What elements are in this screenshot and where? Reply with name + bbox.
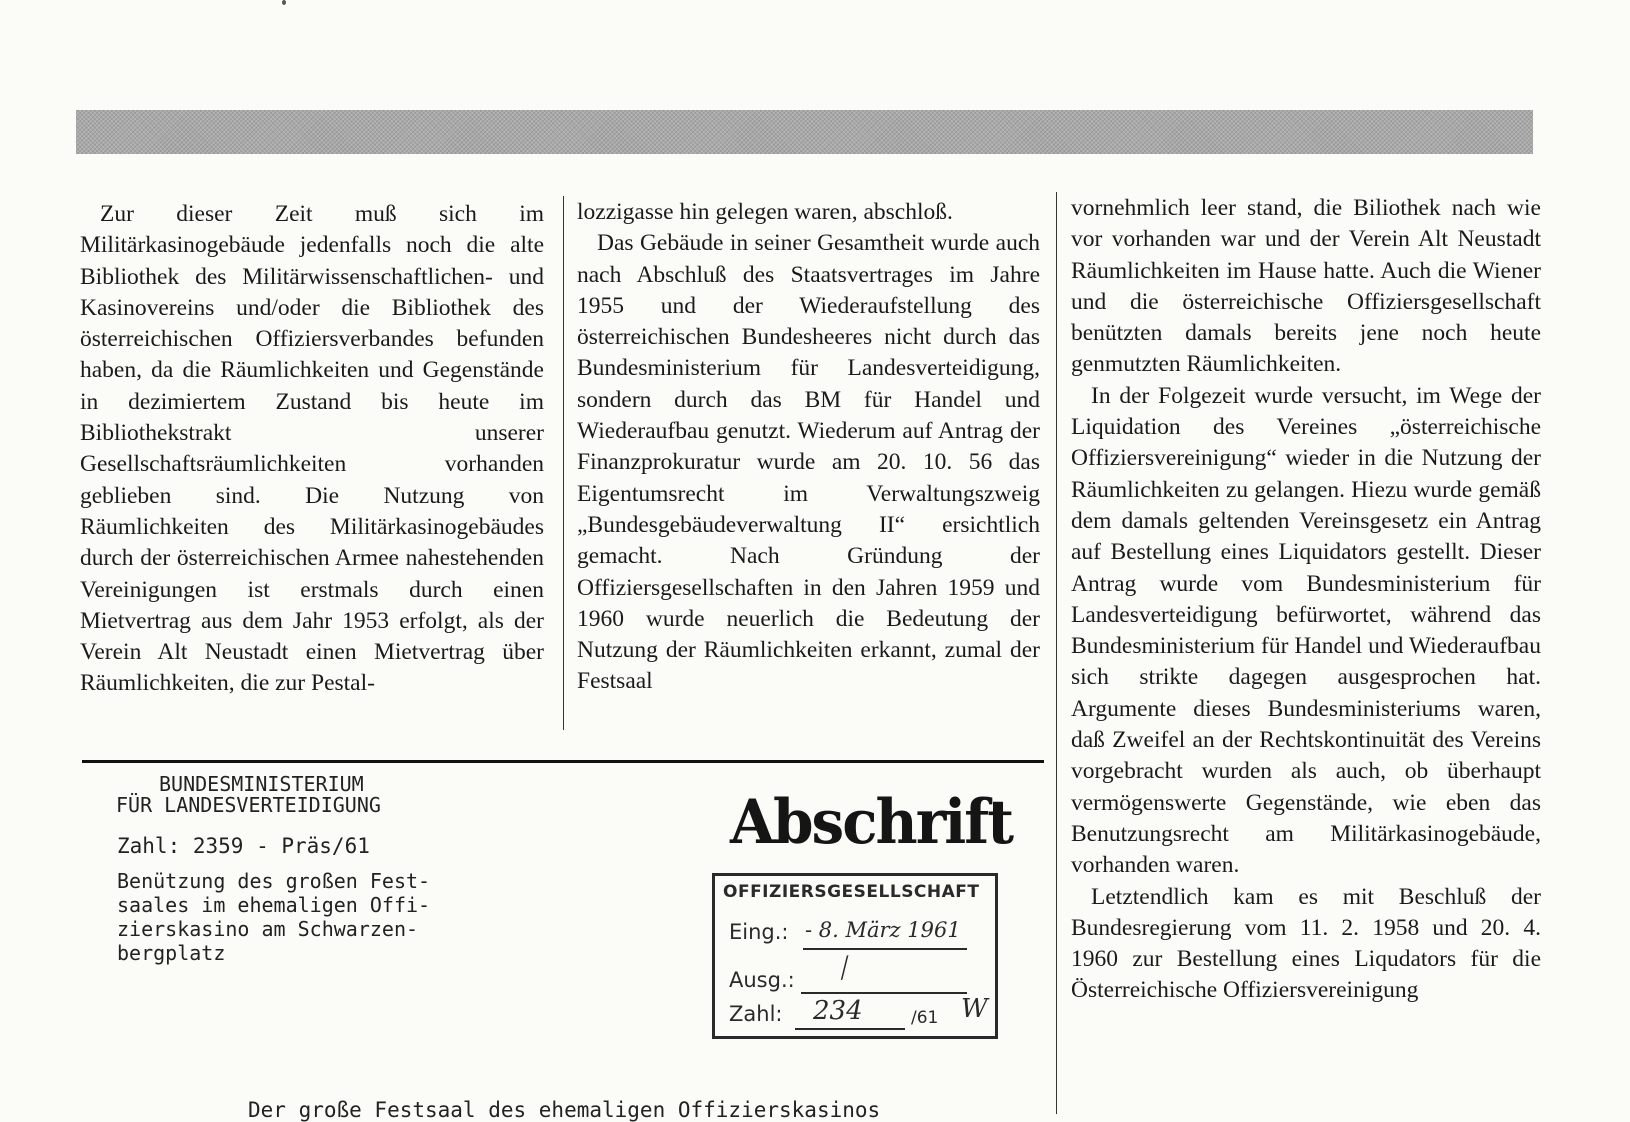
subject-line: Benützung des großen Fest- (117, 869, 431, 893)
eing-label: Eing.: (729, 920, 789, 944)
handwritten-initial: W (961, 994, 988, 1024)
stamp-zahl-number: 234 (813, 996, 863, 1026)
article-column-1 (80, 199, 544, 700)
ausg-label: Ausg.: (729, 968, 795, 992)
eing-underline (803, 948, 967, 950)
receipt-stamp (712, 873, 998, 1039)
document-subject (117, 869, 430, 965)
check-mark-icon: ⁄ (836, 954, 854, 984)
paragraph: lozzigasse hin gelegen waren, abschloß. (577, 199, 953, 225)
paragraph: In der Folgezeit wurde versucht, im Wege der Liquidation des Vereines „österreichische Offiziersvereinigung“ wieder in die Nutzung der Räumlichkeiten zu gelangen. Hiezu wurde gemäß dem damals geltenden Vereinsgesetz ein Antrag auf Bestellung eines Liquidators gestellt. Dieser Antrag wurde vom Bundesministerium für Landesverteidigung befürwortet, während das Bundesministerium für Handel und Wiederaufbau sich strikte dagegen ausgesprochen hat. Argumente dieses Bundesministeriums waren, daß Zweifel an der Rechtskontinuität des Vereins vorgebracht wurden als auch, ob überhaupt vermögenswerte Gegenstände, wie eben das Benutzungsrecht am Militärkasinogebäude, vorhanden waren. (1071, 382, 1541, 879)
abschrift-stamp: Abschrift (730, 786, 1013, 858)
zahl-label: Zahl: (729, 1002, 783, 1026)
subject-line: bergplatz (117, 941, 226, 965)
column-divider (1056, 192, 1057, 1114)
header-band (76, 110, 1533, 154)
stamp-zahl-suffix: /61 (911, 1008, 939, 1028)
ministry-department: FÜR LANDESVERTEIDIGUNG (116, 793, 381, 817)
stamp-organization: OFFIZIERSGESELLSCHAFT (723, 882, 980, 902)
stamp-zahl-row (729, 1002, 782, 1026)
subject-line: saales im ehemaligen Offi- (117, 893, 431, 917)
ausg-underline (801, 992, 967, 994)
paragraph: Zur dieser Zeit muß sich im Militärkasinogebäude jedenfalls noch die alte Bibliothek des Militärwissenschaftlichen- und Kasinovereins und/oder die Bibliothek des österreichischen Offiziersverbandes befunden haben, da die Räumlichkeiten und Gegenstände in dezimiertem Zustand bis heute im Bibliothekstrakt unserer Gesellschaftsräumlichkeiten vorhanden geblieben sind. Die Nutzung von Räumlichkeiten des Militärkasinogebäudes durch der österreichischen Armee nahestehenden Vereinigungen ist erstmals durch einen Mietvertrag aus dem Jahr 1953 erfolgt, als der Verein Alt Neustadt einen Mietvertrag über Räumlichkeiten, die zur Pestal- (80, 201, 544, 697)
article-column-2 (577, 197, 1040, 698)
reference-number: Zahl: 2359 - Präs/61 (117, 834, 370, 858)
stamp-ausg-row (729, 968, 795, 992)
eing-date: - 8. März 1961 (805, 918, 961, 942)
paragraph: Letztendlich kam es mit Beschluß der Bundesregierung vom 11. 2. 1958 und 20. 4. 1960 zur Bestellung eines Liqudators für die Österreichische Offiziersvereinigung (1071, 883, 1541, 1004)
ministry-letterhead (116, 774, 381, 816)
truncated-text-line: Der große Festsaal des ehemaligen Offizierskasinos (248, 1098, 881, 1122)
paragraph: Das Gebäude in seiner Gesamtheit wurde auch nach Abschluß des Staatsvertrages im Jahre 1955 und der Wiederaufstellung des österreichischen Bundesheeres nicht durch das Bundesministerium für Landesverteidigung, sondern durch das BM für Handel und Wiederaufbau genutzt. Wiederum auf Antrag der Finanzprokuratur wurde am 20. 10. 56 das Eigentumsrecht im Verwaltungszweig „Bundesgebäudeverwaltung II“ ersichtlich gemacht. Nach Gründung der Offiziersgesellschaften in den Jahren 1959 und 1960 wurde neuerlich die Bedeutung der Nutzung der Räumlichkeiten erkannt, zumal der Festsaal (577, 230, 1040, 695)
section-rule (82, 760, 1044, 763)
zahl-underline (795, 1028, 905, 1030)
column-divider (563, 196, 564, 730)
stamp-eing-row (729, 920, 789, 944)
article-column-3 (1071, 193, 1541, 1007)
ministry-name: BUNDESMINISTERIUM (159, 772, 364, 796)
paragraph: vornehmlich leer stand, die Biliothek nach wie vor vorhanden war und der Verein Alt Neustadt Räumlichkeiten im Hause hatte. Auch die Wiener und die österreichische Offiziersgesellschaft benützten damals bereits jene noch heute genmutzten Räumlichkeiten. (1071, 195, 1541, 378)
paper-speck (282, 0, 286, 5)
subject-line: zierskasino am Schwarzen- (117, 917, 419, 941)
